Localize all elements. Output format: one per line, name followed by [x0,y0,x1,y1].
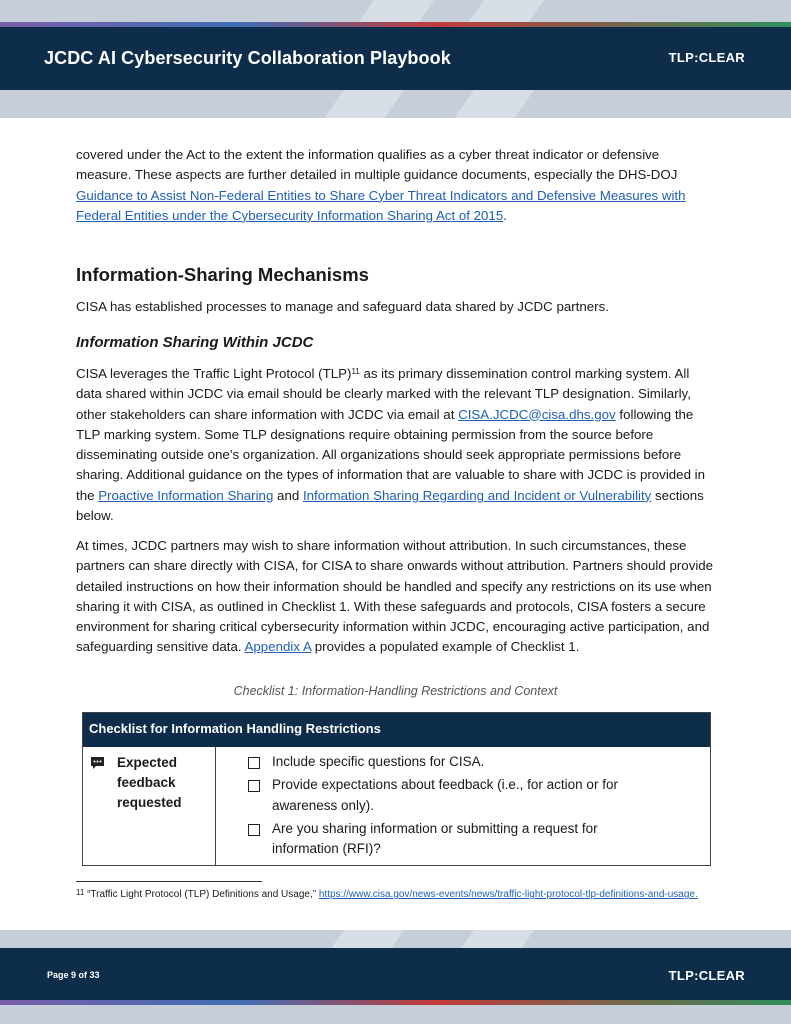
chat-feedback-icon [90,756,105,775]
tlp-definitions-link[interactable]: https://www.cisa.gov/news-events/news/traffic-light-protocol-tlp-definitions-and-usage. [318,889,698,900]
checkbox[interactable] [248,824,260,836]
proactive-sharing-link[interactable]: Proactive Information Sharing [98,487,274,503]
section-heading: Information-Sharing Mechanisms [76,264,369,285]
tlp-paragraph: CISA leverages the Traffic Light Protocol (TLP)$^{11}$ as its primary dissemination control marking system. All data shared within JCDC via email should be clearly marked with the relevant TLP designation. Similarly, other stakeholders can share information with JCDC via email at CISA.JCDC@cisa.dhs.gov following the TLP marking system. Some TLP designations require obtaining permission from the source before disseminating outside one’s organization. All organizations should seek appropriate permissions before sharing. Additional guidance on the types of information that are valuable to share with JCDC is provided in the Proactive Information Sharing and Information Sharing Regarding and Incident or Vulnerability sections below. [76,366,706,524]
page-number: Page 9 of 33 [47,970,100,980]
appendix-a-link[interactable]: Appendix A [244,639,312,655]
subsection-heading: Information Sharing Within JCDC [76,334,314,351]
document-title: JCDC AI Cybersecurity Collaboration Playbook [44,48,451,68]
checkbox[interactable] [248,780,260,792]
incident-sharing-link[interactable]: Information Sharing Regarding and Incident or Vulnerability [302,487,652,503]
attribution-paragraph: At times, JCDC partners may wish to share information without attribution. In such circumstances, these partners can share directly with CISA, for CISA to share onwards without attribution. Partners should provide detailed instructions on how their information should be handled and specify any restrictions on its use when sharing it with CISA, as outlined in Checklist 1. With these safeguards and protocols, CISA fosters a secure environment for sharing critical cybersecurity information within JCDC, encouraging active participation, and safeguarding sensitive data. Appendix A provides a populated example of Checklist 1. [76,538,714,655]
checklist-item: Are you sharing information or submitting a request for information (RFI)? [216,819,710,860]
checklist-row-label: Expected feedback requested [117,755,182,810]
checklist-table-header: Checklist for Information Handling Restrictions [83,713,710,747]
checkbox[interactable] [248,757,260,769]
section-intro: CISA has established processes to manage and safeguard data shared by JCDC partners. [76,299,609,314]
checklist-caption: Checklist 1: Information-Handling Restrictions and Context [233,684,558,698]
dhs-doj-guidance-link[interactable]: Guidance to Assist Non-Federal Entities to Share Cyber Threat Indicators and Defensive Measures with Federal Entities under the Cybersecurity Information Sharing Act of 2015 [76,187,686,223]
header-gray-band [0,90,791,118]
jcdc-email-link[interactable]: CISA.JCDC@cisa.dhs.gov [458,406,616,422]
footnote: $^{11}$ “Traffic Light Protocol (TLP) Definitions and Usage,” https://www.cisa.gov/news-events/news/traffic-light-protocol-tlp-definitions-and-usage. [76,888,698,900]
bottom-gray-band [0,1005,791,1024]
footer-tlp-marking: TLP:CLEAR [668,968,745,983]
checklist-item: Include specific questions for CISA. [216,752,710,772]
footer-bar [0,948,791,1000]
footer-gray-band [0,930,791,948]
intro-paragraph: covered under the Act to the extent the information qualifies as a cyber threat indicator or defensive measure. These aspects are further detailed in multiple guidance documents, especially the DHS-DOJ Guidance to Assist Non-Federal Entities to Share Cyber Threat Indicators and Defensive Measures with Federal Entities under the Cybersecurity Information Sharing Act of 2015. [76,147,686,223]
top-gray-band [0,0,791,22]
header-bar [0,27,791,90]
footnote-reference: 11 [351,367,360,376]
checklist-item: Provide expectations about feedback (i.e., for action or for awareness only). [216,775,710,816]
header-tlp-marking: TLP:CLEAR [668,50,745,65]
checklist-table [82,712,711,866]
footnote-divider [76,881,262,882]
